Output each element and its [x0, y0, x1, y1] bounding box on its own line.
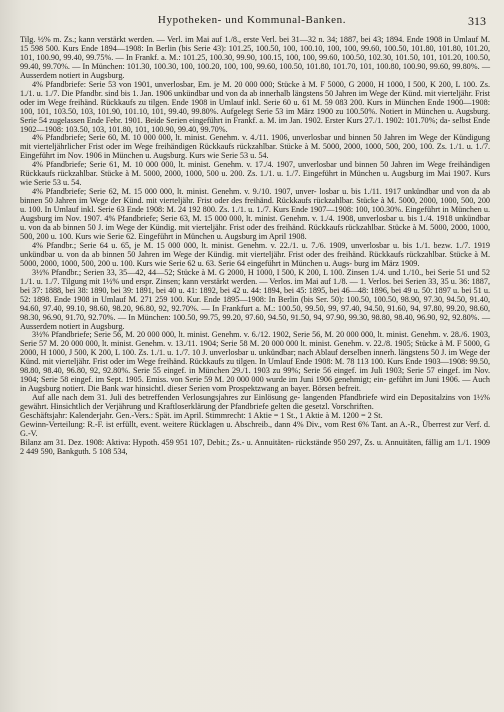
text-line: geführt im Juni 1906. — Auch in Augsburg notiert. Die Bank war hinsichtl. dieser [20, 375, 491, 394]
text-line: 101, 103.50, 103, 101.90, 101.10, 101, 99.40, 99.80%. Aufgelegt Serie 53 im März 1900 zu [36, 106, 344, 116]
text-line: 100.30, 100, 100.20, 100, 100, 99.60, 100.50, 101.80, 101.70, 101, 100.80, 100.90, 99.60, 99.80%. [153, 61, 480, 71]
paragraph [20, 242, 490, 269]
text-line: 4% Pfandbriefe; Serie 61, M. 10 000 000, lt. minist. Genehm. v. 17./4. 1907, unverlosbar [32, 160, 337, 170]
text-line: Kurs Ende 1907—1908: 100, 100.30%. Eingeführt in München u. Augsburg im Nov. 1907. [20, 205, 490, 224]
text-line: vierteljähr. Frist oder des freihänd. Rückkaufs rückzahlbar. Stücke à M. 5000, 2000, [191, 223, 470, 233]
text-line: G 2000, H 1000, J 500, K 200, L 100. Zs. 1./1. u. 1./7. 10 J. unverlosbar u. unkündbar; nach [20, 339, 491, 358]
text-line: Kurs wie Serie 53 u. 54. [20, 169, 491, 188]
text-line: In Berlin (bis Serie 43): 101.25, 100.50, 100, 100.10, 100, 100, 99.60, 100.50, 101.80, 101.80, [146, 43, 463, 53]
text-line: und binnen 50 Jahren im Wege der Kündigung mit vierteljährlicher Frist oder im Wege [20, 133, 490, 152]
text-line: im April 1908. [258, 231, 307, 241]
text-line: zu 99%; Serie 56 eingef. im Juli 1903; Serie 57 eingef. im Nov. 1904; Serie 58 eingef. [20, 366, 490, 385]
text-line: 2000, 1000, 500 u. 200. Zs. 1./1. u. 1./7. Eingeführt in München u. Augsburg im Mai 1907. [164, 169, 472, 179]
paragraph [20, 161, 490, 188]
text-line: 4% Pfandbriefe; Serie 60, M. 10 000 000, lt. minist. Genehm. v. 4./11. 1906, unverlosbar [32, 133, 331, 143]
text-line: Verjährung und Kraftloserklärung der Pfandbriefe gelten die gesetzl. Vorschriften. [104, 402, 374, 412]
text-line: Serien vom Prospektzwang an bayer. Börsen befreit. [189, 384, 361, 394]
text-line: 100, 99.60, 100.50, 102.30, 101.50, 101, 101.20, 100.50, 99.40, 99.70%. — In München: 101.30, [20, 52, 491, 71]
text-line: und binnen 50 Jahren im Wege freihändigen Rückkaufs rückzahlbar. Stücke à M. 5000, [20, 160, 490, 179]
text-line: 3½% Pfandbr.; Serien 33, 35—42, 44—52; Stücke à M. G 2000, H 1000, I 500, [32, 267, 297, 277]
text-line: burg im März 1909. [354, 258, 420, 268]
text-line: im Sept. 1905. Emiss. von Serie 59 M. 20 000 000 wurde im Juni 1906 genehmigt; ein- [95, 375, 387, 385]
text-line: bei Serien 33, 35 u. 36: 1887, bei 37: 1888, bei 38: 1890, bei 39: 1891, bei 40 u. 41: 1892, [20, 276, 491, 295]
text-line: der Künd. mit vierteljähr. Frist oder im Wege freihänd. Rückkaufs zu tilgen. Ende 1908 [20, 88, 491, 107]
text-line: M. 20 000 000, lt. minist. Genehm. v. 28./6. 1903, Serie 57 M. 20 000 000, lt. minist. Genehm. [20, 330, 491, 349]
text-line: bei 42 u. 44: 1894, bei 45: 1895, bei 46—48: 1896, bei 49 u. 50: 1897 u. bei 51 u. 52: 1898. [20, 285, 490, 304]
page-number: 313 [468, 14, 486, 28]
text-line: 31—32 n. 34; 1887, bei 43; 1894. Ende 1908 in Umlauf M. 15 598 500. Kurs Ende 1894—1908: [20, 35, 490, 53]
text-line: 100.50, 98.90, 97.30, 94.50, 91.40, 94.60, 97.40, 99.10, 98.60, 98.20, 96.80, 92, 92.70%. — In [20, 294, 491, 313]
text-line: u. bis 1./4. 1918 unkündbar u. von da ab binnen 50 J. im Wege der Kündig. mit [20, 214, 491, 233]
text-line: Tilg. ½% m. Zs.; kann verstärkt werden. — Verl. im Mai auf 1./8., erste Verl. bei [20, 35, 290, 44]
paragraph [20, 439, 490, 457]
text-line: Stücke à M. F 5000, G 2000, H 1000, I 500, K 200, L 100. Zs. 1./1. u. 1./7. Die Pfandbr. [20, 79, 491, 98]
text-line: 1903—1908: 99.50, 98.80, 98.40, 96.80, 92, 92.80%. Serie 55 eingef. in München 29./1. 1903 [20, 357, 491, 376]
text-line: unverlosbar u. bis 1./1. bezw. 1./7. 1919 unkündbar u. von da ab binnen 50 Jahren im Wege [20, 240, 490, 259]
page-header [0, 14, 504, 30]
paragraph [20, 331, 490, 394]
text-line: 4% Pfandbriefe; Serie 63, M. 15 000 000, lt. minist. Genehm. v. 1./4. 1908, unverlosbar [104, 214, 397, 224]
text-line: losbar u. bis 1./11. 1917 unkündbar und von da ab binnen 50 Jahren im Wege der Künd. [20, 187, 490, 206]
text-line: 100.50%. Notiert in München u. Augsburg. Serie 54 zugelassen Ende Febr. 1901. Beide [20, 106, 490, 125]
paragraph [20, 188, 490, 242]
text-line: = 1 St., 1 Aktie à M. 1200 = 2 St. [273, 411, 383, 421]
text-line: K 200, L 100. Zinsen 1./4. und 1./10., bei Serie 51 und 52 1./1. u. 1./7. Tilgung [20, 267, 490, 286]
text-line: Bilanz am 31. Dez. 1908: Aktiva: Hypoth. 459 951 107, Debit.; Zs.- u. Annuitäten- [20, 437, 294, 447]
text-line: vom Rest 6% Tant. an A.-R., Überrest zur Verf. d. G.-V. [20, 419, 491, 438]
text-line: Ende 1908 in Umlauf M. 271 259 100. Kur. Ende 1895—1908: In Berlin (bis Ser. 50): 100.50, [53, 294, 372, 304]
text-line: mit vierteljähr. Frist oder des freihänd. Rückkaufs rückzahlbar. Stücke à M. 5000, 2000, [146, 196, 438, 206]
paragraph [20, 269, 490, 332]
text-line: 4% Pfandbr.; Serie 64 u. 65, je M. 15 000 000, lt. minist. Genehm. v. 22./1. u. 7./6. 1909, [32, 240, 348, 250]
text-line: freihändigen Rückkaufs rückzahlbar. Stücke à M. 5000, 2000, 1000, 500, 200, 100. Zs. 1./1. u. 1./7. [155, 142, 490, 152]
text-line: langenden Pfandbriefe wird ein Depositalzins von 1½% gewährt. Hinsichtlich der [20, 393, 491, 412]
text-line: v. 13./11. 1904; Serie 58 M. 20 000 000 lt. minist. Genehm. v. 22./8. 1905; Stücke à M. F 5000, [167, 339, 482, 349]
text-line: mit 1½% und erspr. Zinsen; kann verstärkt werden. — Verlos. im Mai auf 1./8. — 1. Verlos. [89, 276, 392, 286]
text-line: Gewinn-Verteilung: R.-F. ist erfüllt, event. weitere Rücklagen u. Abschreib., dann 4% Div., [20, 419, 322, 429]
text-line: 4% Pfandbriefe; Serie 62, M. 15 000 000, lt. minist. Genehm. v. 9./10. 1907, unver- [32, 187, 317, 197]
text-line: 2000, 1000, 500, 200 u. 100. Kurs wie Serie 62 u. 63. Serie 64 eingeführt in München u. Augs- [40, 258, 353, 268]
text-line: — Ausserdem notiert in Augsburg. [20, 61, 491, 80]
text-line: 1000, 500, 200 u. 100. Kurs wie Serie 62. Eingeführt in München u. Augsburg [20, 223, 490, 241]
text-line: 98.40, 96.90, 92, 92.80%. — Ausserdem notiert in Augsburg. [20, 312, 491, 331]
text-line: sind bis 1. Jan. 1906 unkündbar und von da ab innerhalb längstens 50 Jahren im Wege [104, 88, 388, 98]
text-line: Serien eingeführt in Frankf. a. M. im Jan. 1902. Erster Kurs 27./1. 1902: 101.70%; da- [166, 115, 451, 125]
text-line: 1000, 500, 200 u. 100. In Umlauf inkl. Serie 63 Ende 1908: M. 24 192 800. Zs. 1./1. u. 1./7. [20, 196, 491, 215]
text-line: selbst Ende 1902—1908: 103.50, 103, 101.80, 101, 100.90, 99.40, 99.70%. [20, 115, 490, 134]
paragraph [20, 394, 490, 412]
text-line: in Umlauf inkl. Serie 60 u. 61 M. 59 083 200. Kurs in München Ende 1900—1908: 100, [20, 97, 491, 116]
text-line: der Kündig. mit vierteljähr. Frist oder des freihänd. Rückkaufs rückzahlbar. Stücke à M. 5000, [20, 249, 491, 268]
text-line: Eingeführt im Nov. 1906 in München u. Augsburg. Kurs wie Serie 53 u. 54. [20, 151, 269, 161]
paragraph [20, 421, 490, 439]
text-line: 4% Pfandbriefe: Serie 53 von 1901, unverlosbar, Em. je M. 20 000 000; [32, 79, 275, 89]
text-line: im Wege freihänd. Rückkaufs zu tilgen. In Umlauf Ende 1908: M. 78 113 100. Kurs Ende [126, 357, 423, 367]
text-line: 92.70%. — In München: 100.50, 99.75, 99.20, 97.60, 94.50, 91.50, 94, 97.90, 99.30, 98.80, [88, 312, 392, 322]
text-line: Frankfurt a. M.: 100.50, 99.50, 99, 97.40, 94.50, 91.60, 94, 97.80, 99.20, 98.60, 98.30, 96.90, 91.70, [20, 303, 491, 322]
paragraph [20, 36, 490, 81]
running-head: Hypotheken- und Kommunal-Banken. [157, 14, 347, 26]
body-text [20, 36, 490, 457]
paragraph [20, 134, 490, 161]
text-line: 3½% Pfandbriefe; Serie 56, M. 20 000 000, lt. minist. Genehm. v. 6./12. 1902, Serie 56, [32, 330, 323, 340]
text-line: Auf alle nach dem 31. Juli des betreffenden Verlosungsjahres zur Einlösung ge- [32, 393, 301, 403]
text-line: Ablauf derselben innerh. längstens 50 J. im Wege der Künd. mit vierteljähr. Frist oder [20, 348, 490, 367]
paragraph [20, 81, 490, 135]
text-line: 101.20, 101, 100.90, 99.40, 99.75%. — In Frankf. a. M.: 101.25, 100.30, 99.90, 100.15, 100, [20, 43, 491, 62]
text-line: Geschäftsjahr: Kalenderjahr. Gen.-Vers.: Spät. im April. Stimmrecht: 1 Aktie [20, 411, 272, 421]
text-line: rückstände 950 297, Zs. u. Annuitäten, fällig am 1./1. 1909 2 449 590, Bankguth. 5 108 534, [20, 437, 491, 456]
